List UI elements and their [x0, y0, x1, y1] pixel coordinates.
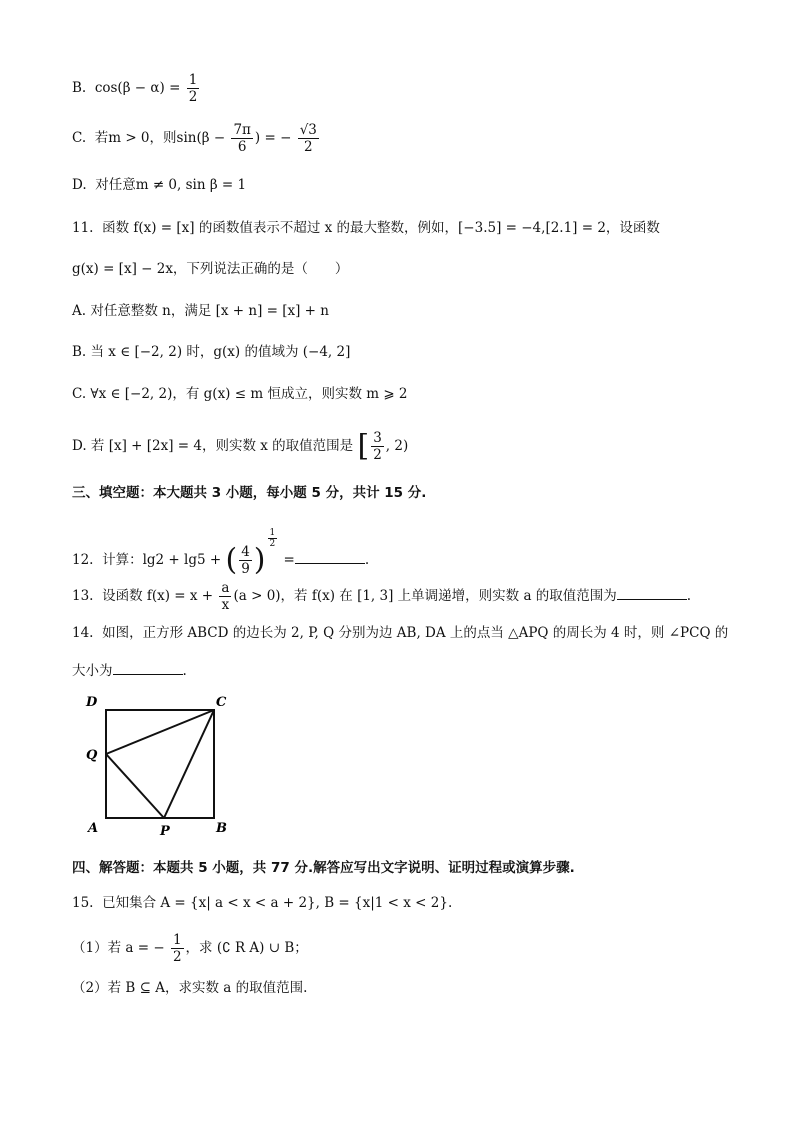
- frac-den: 9: [241, 561, 250, 577]
- option-d-prev: [72, 175, 246, 195]
- question-number: 14.: [72, 625, 94, 641]
- frac-num: 3: [373, 430, 382, 446]
- option-text: D. 若 [x] + [2x] = 4，则实数 x 的取值范围是: [72, 438, 354, 454]
- frac-den: 2: [188, 89, 198, 105]
- section-title: 四、解答题：本题共 5 小题，共 77 分.解答应写出文字说明、证明过程或演算步骤.: [72, 860, 575, 876]
- option-text: 若: [94, 130, 109, 146]
- segment-qp: [106, 754, 164, 818]
- frac-den: 2: [373, 447, 382, 463]
- fraction: [231, 122, 252, 155]
- fraction: [298, 122, 319, 155]
- question-text: =: [283, 552, 295, 568]
- frac-den: 2: [304, 139, 313, 155]
- frac-num: a: [221, 580, 230, 596]
- question-text: 已知集合 A = {x| a < x < a + 2}, B = {x|1 < x < 2}.: [102, 895, 453, 911]
- option-text: 对任意: [95, 177, 136, 193]
- q14-line2: 大小为 .: [72, 660, 187, 681]
- fraction: [187, 72, 200, 105]
- answer-blank: [617, 585, 687, 600]
- question-text: (a > 0)，若 f(x) 在 [1, 3] 上单调递增，则实数 a 的取值范围为: [233, 588, 617, 604]
- fraction: [171, 932, 184, 965]
- frac-den: 2: [172, 949, 182, 965]
- option-label: C.: [72, 130, 87, 146]
- option-text: C. ∀x ∈ [−2, 2)，有 g(x) ≤ m 恒成立，则实数 m ⩾ 2: [72, 386, 408, 402]
- fraction: [239, 544, 252, 577]
- section-4-heading: [72, 858, 575, 878]
- section-title: 三、填空题：本大题共 3 小题，每小题 5 分，共计 15 分.: [72, 485, 427, 501]
- question-text: 计算：lg2 + lg5 +: [102, 552, 222, 568]
- question-number: 12.: [72, 552, 94, 568]
- label-q: Q: [86, 748, 98, 763]
- option-label: B.: [72, 80, 87, 96]
- q13: 13. 设函数 f(x) = x + $\frac{a}{x}$ (a > 0)，若 f(x) 在 [1, 3] 上单调递增，则实数 a 的取值范围为 .: [72, 580, 692, 613]
- label-p: P: [160, 824, 170, 839]
- q12: 12. 计算：lg2 + lg5 + ( $\frac{4}{9}$ ) $^{\frac{1}{2}}$ = .: [72, 528, 370, 578]
- square-abcd: [106, 710, 214, 818]
- fraction: [371, 430, 384, 463]
- answer-blank: [113, 660, 183, 675]
- exponent: [268, 528, 278, 549]
- option-label: D.: [72, 177, 87, 193]
- question-number: 13.: [72, 588, 94, 604]
- question-text: （2）若 B ⊆ A，求实数 a 的取值范围.: [72, 980, 308, 996]
- q11-line1: [72, 218, 660, 238]
- frac-num: √3: [299, 122, 317, 138]
- q11-option-a: [72, 301, 329, 321]
- answer-blank: [295, 549, 365, 564]
- q11-line2: [72, 259, 348, 279]
- question-text: 函数 f(x) = [x] 的函数值表示不超过 x 的最大整数，例如，[−3.5] = −4,[2.1] = 2，设函数: [102, 220, 660, 236]
- option-text: A. 对任意整数 n，满足 [x + n] = [x] + n: [72, 303, 329, 319]
- frac-den: 2: [269, 539, 276, 549]
- question-text: g(x) = [x] − 2x，下列说法正确的是（ ）: [72, 261, 349, 277]
- option-b-prev: [72, 72, 201, 105]
- frac-den: 6: [237, 139, 247, 155]
- q11-option-c: [72, 384, 408, 404]
- q15-line1: [72, 893, 452, 913]
- label-b: B: [216, 821, 227, 836]
- question-number: 11.: [72, 220, 94, 236]
- question-text: （1）若 a = −: [72, 940, 165, 956]
- frac-num: 1: [172, 932, 182, 948]
- q11-option-d: D. 若 [x] + [2x] = 4，则实数 x 的取值范围是 [ $\frac{3}{2}$ , 2): [72, 428, 409, 464]
- section-3-heading: [72, 483, 426, 503]
- option-text: ，则: [149, 130, 177, 146]
- option-expr: cos(β − α) =: [94, 80, 181, 96]
- square-diagram: [80, 690, 250, 850]
- segment-cp: [164, 710, 214, 818]
- fraction: [219, 580, 231, 613]
- label-c: C: [216, 695, 227, 710]
- segment-cq: [106, 710, 214, 754]
- option-expr: m ≠ 0, sin β = 1: [135, 177, 247, 193]
- frac-num: 1: [269, 528, 276, 538]
- q15-part1: [72, 932, 308, 965]
- option-text: , 2): [385, 438, 409, 454]
- frac-num: 4: [241, 544, 250, 560]
- q11-option-b: [72, 342, 350, 362]
- q14-line1: [72, 623, 728, 643]
- option-cond: m > 0: [108, 130, 150, 146]
- frac-num: 7π: [233, 122, 251, 138]
- label-d: D: [86, 695, 98, 710]
- frac-den: x: [221, 597, 230, 613]
- frac-num: 1: [188, 72, 198, 88]
- option-c-prev: [72, 122, 321, 155]
- question-text: 设函数 f(x) = x +: [102, 588, 214, 604]
- question-text: ，求 (∁ R A) ∪ B；: [185, 940, 308, 956]
- q15-part2: [72, 978, 307, 998]
- label-a: A: [88, 821, 99, 836]
- question-text: 如图，正方形 ABCD 的边长为 2, P, Q 分别为边 AB, DA 上的点当 △APQ 的周长为 4 时，则 ∠PCQ 的: [102, 625, 729, 641]
- option-expr: sin(β −: [176, 130, 226, 146]
- option-text: B. 当 x ∈ [−2, 2) 时，g(x) 的值域为 (−4, 2]: [72, 344, 351, 360]
- question-number: 15.: [72, 895, 94, 911]
- option-expr: ) = −: [254, 130, 292, 146]
- question-text: 大小为: [72, 663, 113, 679]
